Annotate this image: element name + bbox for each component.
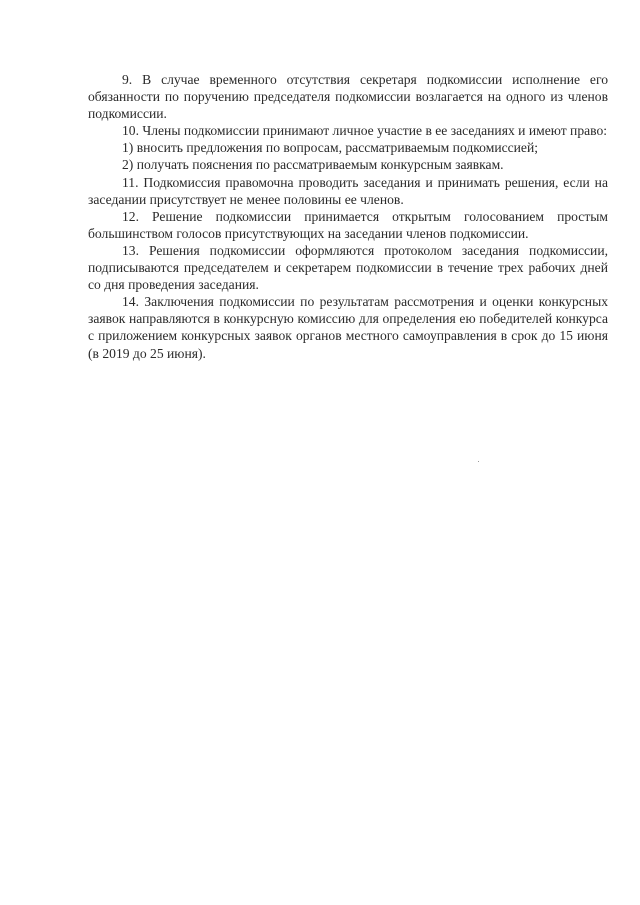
- paragraph-item-9: 9. В случае временного отсутствия секретаря подкомиссии исполнение его обязанности по поручению председателя подкомиссии возлагается на одного из членов подкомиссии.: [88, 72, 608, 122]
- document-body: [88, 71, 608, 362]
- paragraph-item-14: 14. Заключения подкомиссии по результатам рассмотрения и оценки конкурсных заявок направляются в конкурсную комиссию для определения ею победителей конкурса с приложением конкурсных заявок органов местного самоуправления в срок до 15 июня (в 2019 до 25 июня).: [88, 294, 608, 361]
- paragraph-item-10-2: 2) получать пояснения по рассматриваемым конкурсным заявкам.: [122, 157, 504, 173]
- paragraph-item-10-1: 1) вносить предложения по вопросам, рассматриваемым подкомиссией;: [122, 140, 539, 156]
- paragraph-item-11: 11. Подкомиссия правомочна проводить заседания и принимать решения, если на заседании присутствует не менее половины ее членов.: [88, 174, 608, 207]
- paragraph-item-12: 12. Решение подкомиссии принимается открытым голосованием простым большинством голосов присутствующих на заседании членов подкомиссии.: [88, 208, 608, 241]
- scan-speck: [478, 461, 479, 462]
- paragraph-item-13: 13. Решения подкомиссии оформляются протоколом заседания подкомиссии, подписываются председателем и секретарем подкомиссии в течение трех рабочих дней со дня проведения заседания.: [88, 242, 608, 293]
- paragraph-item-10: 10. Члены подкомиссии принимают личное участие в ее заседаниях и имеют право:: [122, 123, 608, 139]
